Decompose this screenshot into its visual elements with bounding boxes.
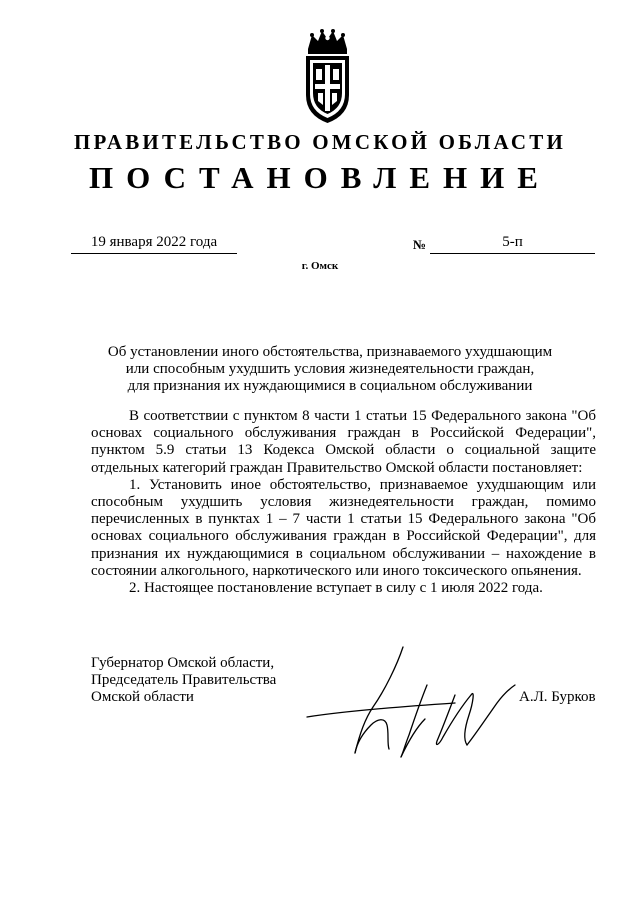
city-label: г. Омск (301, 260, 339, 272)
number-sign: № (413, 237, 427, 252)
signatory-position (91, 655, 276, 707)
omsk-coat-of-arms-icon (300, 27, 355, 127)
document-subject (60, 344, 600, 395)
document-number: 5-п (430, 234, 595, 254)
document-body (91, 408, 596, 597)
subject-line: Об установлении иного обстоятельства, признаваемого ухудшающим (107, 344, 553, 360)
signer-name: А.Л. Бурков (519, 689, 596, 705)
position-line: Губернатор Омской области, (91, 655, 275, 671)
position-line: Председатель Правительства (91, 672, 277, 689)
organization-title: ПРАВИТЕЛЬСТВО ОМСКОЙ ОБЛАСТИ (73, 130, 566, 154)
document-date: 19 января 2022 года (71, 234, 237, 254)
subject-line: или способным ухудшить условия жизнедеятельности граждан, (125, 361, 535, 377)
subject-line: для признания их нуждающимися в социальном обслуживании (127, 378, 533, 394)
body-paragraph: 1. Установить иное обстоятельство, признаваемое ухудшающим или способным ухудшить условия жизнедеятельности граждан, помимо перечисленных в пунктах 1 – 7 части 1 статьи 15 Федерального закона "Об основах социального обслуживания граждан в Российской Федерации", для признания их нуждающимися в социальном обслуживании – нахождение в состоянии алкогольного, наркотического или иного токсического опьянения. (91, 476, 596, 579)
document-type-title: ПОСТАНОВЛЕНИЕ (89, 160, 551, 195)
handwritten-signature-icon (305, 645, 520, 760)
body-paragraph: В соответствии с пунктом 8 части 1 статьи 15 Федерального закона "Об основах социального обслуживания граждан в Российской Федерации", пунктом 5.9 статьи 13 Кодекса Омской области о социальной защите отдельных категорий граждан Правительство Омской области постановляет: (91, 408, 596, 476)
body-paragraph: 2. Настоящее постановление вступает в силу с 1 июля 2022 года. (129, 580, 543, 597)
position-line: Омской области (91, 689, 194, 706)
